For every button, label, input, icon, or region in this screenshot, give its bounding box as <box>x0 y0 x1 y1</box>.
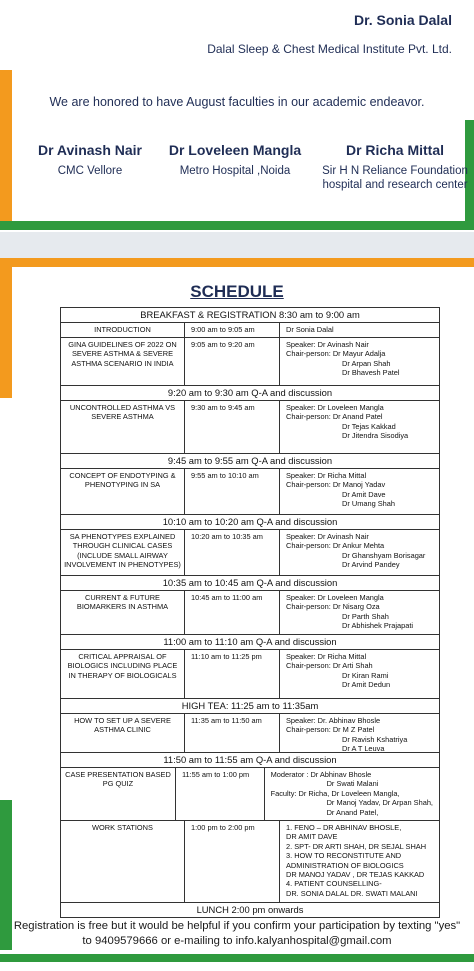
session-row <box>61 401 439 454</box>
session-people <box>280 401 439 453</box>
break-label: 10:10 am to 10:20 am Q-A and discussion <box>162 516 338 527</box>
session-people <box>280 591 439 634</box>
person-line: 4. PATIENT COUNSELLING- <box>286 879 382 889</box>
session-row <box>61 591 439 635</box>
person-line: Speaker: Dr Richa Mittal <box>286 471 367 480</box>
break-label: 9:20 am to 9:30 am Q-A and discussion <box>167 387 333 398</box>
orange-divider <box>0 258 474 267</box>
break-row <box>61 515 439 530</box>
session-row <box>61 768 439 821</box>
orange-accent-bar-2 <box>0 258 12 398</box>
break-row <box>61 753 439 768</box>
person-line: Chair-person: Dr Ankur Mehta <box>286 541 385 551</box>
session-people <box>280 714 439 752</box>
session-time: 11:55 am to 1:00 pm <box>176 768 265 820</box>
break-row <box>61 699 439 714</box>
faculty-affiliation: Metro Hospital ,Noida <box>179 165 291 177</box>
session-row <box>61 714 439 753</box>
faculty-affiliation: Sir H N Reliance Foundation hospital and research center <box>322 165 468 191</box>
session-people <box>280 821 439 902</box>
person-line: 2. SPT- DR ARTI SHAH, DR SEJAL SHAH <box>286 841 427 851</box>
faculty-3 <box>315 142 474 192</box>
breakfast-row <box>61 308 439 323</box>
schedule-title: SCHEDULE <box>190 282 284 301</box>
session-time: 9:30 am to 9:45 am <box>185 401 280 453</box>
session-row <box>61 323 439 338</box>
session-topic: INTRODUCTION <box>61 323 185 337</box>
person-line: Dr Kiran Rami <box>342 670 389 680</box>
break-label: LUNCH 2:00 pm onwards <box>196 904 304 915</box>
session-row <box>61 650 439 699</box>
break-label: 11:50 am to 11:55 am Q-A and discussion <box>163 754 337 765</box>
session-people <box>280 650 439 698</box>
person-line: Dr Arpan Shah <box>342 358 391 368</box>
session-topic: WORK STATIONS <box>61 821 185 902</box>
person-line: Dr Ravish Kshatriya <box>342 734 408 744</box>
honor-text: We are honored to have August faculties in our academic endeavor. <box>49 95 425 109</box>
green-bottom-bar <box>0 954 474 962</box>
break-row <box>61 454 439 469</box>
person-line: 1. FENO – DR ABHINAV BHOSLE, <box>286 823 402 832</box>
registration-line-1: Registration is free but it would be helpful if you confirm your participation by texting "yes" <box>13 920 461 932</box>
session-time: 1:00 pm to 2:00 pm <box>185 821 280 902</box>
person-line: Faculty: Dr Richa, Dr Loveleen Mangla, <box>270 788 400 798</box>
session-topic: CRITICAL APPRAISAL OF BIOLOGICS INCLUDING PLACE IN THERAPY OF BIOLOGICALS <box>61 650 185 698</box>
session-people <box>280 469 439 514</box>
faculty-affiliation: CMC Vellore <box>57 165 123 177</box>
faculty-name: Dr Loveleen Mangla <box>168 142 302 158</box>
person-line: Speaker: Dr Avinash Nair <box>286 340 369 349</box>
session-topic: GINA GUIDELINES OF 2022 ON SEVERE ASTHMA & SEVERE ASTHMA SCENARIO IN INDIA <box>61 338 185 385</box>
person-line: ADMINISTRATION OF BIOLOGICS <box>286 860 404 870</box>
green-divider <box>0 221 474 230</box>
person-line: Chair-person: Dr Mayur Adalja <box>286 349 386 359</box>
session-topic: CONCEPT OF ENDOTYPING & PHENOTYPING IN SA <box>61 469 185 514</box>
session-topic: CASE PRESENTATION BASED PG QUIZ <box>61 768 176 820</box>
faculty-1 <box>18 142 162 178</box>
person-line: Dr Umang Shah <box>342 499 395 509</box>
session-people <box>280 323 439 337</box>
person-line: Dr A T Leuva <box>342 744 385 754</box>
session-topic: CURRENT & FUTURE BIOMARKERS IN ASTHMA <box>61 591 185 634</box>
break-row <box>61 576 439 591</box>
person-line: Speaker: Dr Loveleen Mangla <box>286 593 384 602</box>
doctor-name: Dr. Sonia Dalal <box>353 12 452 28</box>
session-time: 11:10 am to 11:25 pm <box>185 650 280 698</box>
break-label: 11:00 am to 11:10 am Q-A and discussion <box>163 636 337 647</box>
person-line: Dr Bhavesh Patel <box>342 368 400 378</box>
break-row <box>61 386 439 401</box>
faculty-name: Dr Avinash Nair <box>38 142 142 158</box>
person-line: Chair-person: Dr Manoj Yadav <box>286 480 386 490</box>
section-gap <box>0 232 474 258</box>
session-row <box>61 530 439 576</box>
session-people <box>280 338 439 385</box>
person-line: Dr Abhishek Prajapati <box>342 621 414 631</box>
break-row <box>61 635 439 650</box>
session-time: 10:45 am to 11:00 am <box>185 591 280 634</box>
header-section <box>0 0 474 232</box>
person-line: Chair-person: Dr Nisarg Oza <box>286 602 380 612</box>
session-people <box>280 530 439 575</box>
schedule-table <box>60 307 440 918</box>
session-time: 10:20 am to 10:35 am <box>185 530 280 575</box>
person-line: Speaker: Dr Loveleen Mangla <box>286 403 384 412</box>
session-time: 9:00 am to 9:05 am <box>185 323 280 337</box>
person-line: Chair-person: Dr Anand Patel <box>286 412 383 422</box>
session-topic: SA PHENOTYPES EXPLAINED THROUGH CLINICAL CASES (INCLUDE SMALL AIRWAY INVOLVEMENT IN PHENOTYPES) <box>61 530 185 575</box>
faculty-name: Dr Richa Mittal <box>345 142 444 158</box>
person-line: Dr Amit Dave <box>342 489 386 499</box>
break-label: 9:45 am to 9:55 am Q-A and discussion <box>167 455 333 466</box>
orange-accent-bar <box>0 70 12 230</box>
session-time: 9:05 am to 9:20 am <box>185 338 280 385</box>
faculty-2 <box>160 142 310 178</box>
person-line: DR. SONIA DALAL DR. SWATI MALANI <box>286 888 418 898</box>
institute-name: Dalal Sleep & Chest Medical Institute Pvt. Ltd. <box>207 42 452 56</box>
person-line: Chair-person: Dr M Z Patel <box>286 725 375 735</box>
person-line: Dr Jitendra Sisodiya <box>342 431 409 441</box>
session-time: 11:35 am to 11:50 am <box>185 714 280 752</box>
person-line: Dr Sonia Dalal <box>286 325 334 334</box>
break-label: HIGH TEA: 11:25 am to 11:35am <box>181 700 319 711</box>
registration-line-2: to 9409579666 or e-mailing to info.kalyanhospital@gmail.com <box>82 935 392 947</box>
person-line: DR MANOJ YADAV , DR TEJAS KAKKAD <box>286 870 425 880</box>
session-people <box>265 768 439 820</box>
session-row <box>61 469 439 515</box>
person-line: Moderator : Dr Abhinav Bhosle <box>270 770 372 779</box>
person-line: Dr Swati Malani <box>326 779 379 789</box>
session-row <box>61 821 439 903</box>
person-line: 3. HOW TO RECONSTITUTE AND <box>286 851 402 861</box>
person-line: Dr Ghanshyam Borisagar <box>342 550 426 560</box>
person-line: Dr Arvind Pandey <box>342 560 400 570</box>
person-line: DR AMIT DAVE <box>286 832 338 842</box>
person-line: Dr Manoj Yadav, Dr Arpan Shah, <box>326 798 433 808</box>
break-label: 10:35 am to 10:45 am Q-A and discussion <box>162 577 338 588</box>
person-line: Dr Tejas Kakkad <box>342 421 396 431</box>
person-line: Dr Anand Patel, <box>326 807 379 817</box>
session-topic: HOW TO SET UP A SEVERE ASTHMA CLINIC <box>61 714 185 752</box>
person-line: Chair-person: Dr Arti Shah <box>286 661 373 671</box>
person-line: Speaker: Dr. Abhinav Bhosle <box>286 716 381 725</box>
session-row <box>61 338 439 386</box>
session-time: 9:55 am to 10:10 am <box>185 469 280 514</box>
breakfast-label: BREAKFAST & REGISTRATION 8:30 am to 9:00 am <box>140 309 360 320</box>
person-line: Speaker: Dr Richa Mittal <box>286 652 367 661</box>
registration-note <box>0 919 474 949</box>
person-line: Dr Parth Shah <box>342 611 389 621</box>
session-topic: UNCONTROLLED ASTHMA VS SEVERE ASTHMA <box>61 401 185 453</box>
person-line: Dr Amit Dedun <box>342 680 391 690</box>
break-row <box>61 903 439 917</box>
person-line: Speaker: Dr Avinash Nair <box>286 532 369 541</box>
